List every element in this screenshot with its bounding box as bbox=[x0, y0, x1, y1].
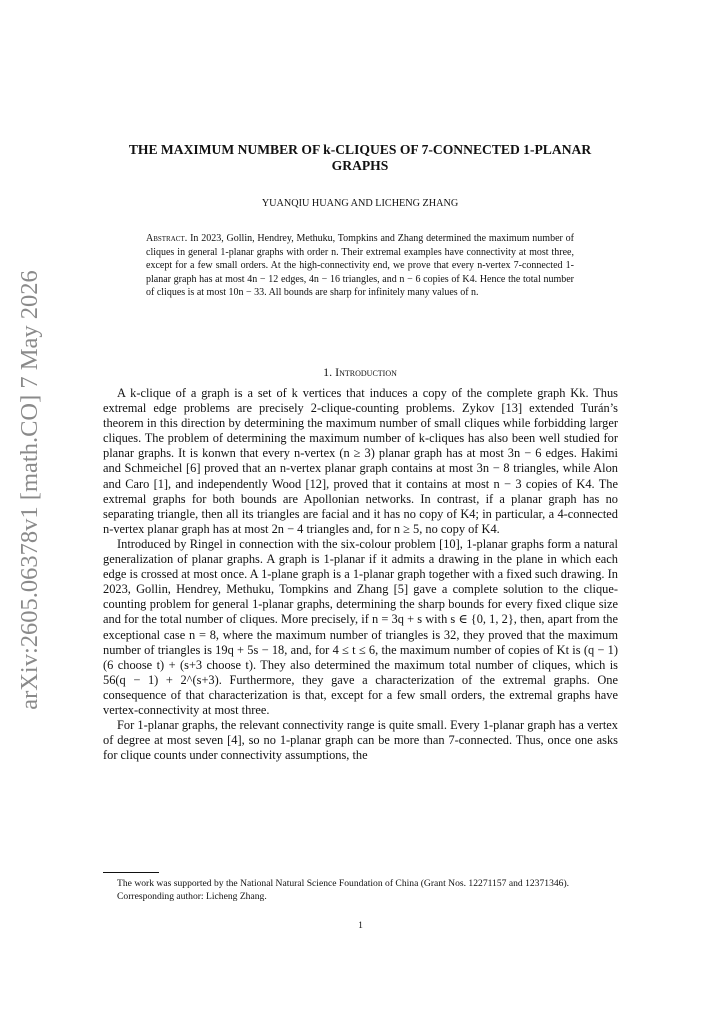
section-title: Introduction bbox=[335, 365, 397, 379]
abstract bbox=[146, 232, 574, 300]
abstract-label: Abstract. bbox=[146, 233, 188, 244]
arxiv-stamp-text: arXiv:2605.06378v1 [math.CO] 7 May 2026 bbox=[16, 270, 43, 710]
paragraph-1: A k-clique of a graph is a set of k vertices that induces a copy of the complete graph Kk. Thus extremal edge problems are precisely 2-clique-counting problems. Zykov [13] extended Turán’s theorem in this direction by determining the maximum number of small cliques while forbidding larger cliques. The problem of determining the maximum number of k-cliques has also been well studied for planar graphs. It is konwn that every n-vertex (n ≥ 3) planar graph has at most 3n − 6 edges. Hakimi and Schmeichel [6] proved that an n-vertex planar graph contains at most 3n − 8 triangles, while Alon and Caro [1], and independently Wood [12], proved that it contains at most n − 3 copies of K4. The extremal graphs for both bounds are Apollonian networks. In contrast, if a planar graph has no separating triangle, then all its triangles are facial and it has no copy of K4; in particular, a 4-connected n-vertex planar graph has at most 2n − 4 triangles and, for n ≥ 5, no copy of K4. bbox=[103, 386, 618, 536]
paper-title: THE MAXIMUM NUMBER OF k-CLIQUES OF 7-CONNECTED 1-PLANAR GRAPHS bbox=[128, 142, 592, 173]
section-heading bbox=[100, 365, 620, 380]
body-text bbox=[103, 386, 618, 763]
paragraph-2: Introduced by Ringel in connection with the six-colour problem [10], 1-planar graphs form a natural generalization of planar graphs. A graph is 1-planar if it admits a drawing in the plane in which each edge is crossed at most once. A 1-plane graph is a 1-planar graph together with a fixed such drawing. In 2023, Gollin, Hendrey, Methuku, Tompkins and Zhang [5] gave a complete solution to the clique-counting problem for general 1-planar graphs, determining the sharp bounds for every fixed clique size and for the total number of cliques. More precisely, if n = 3q + s with s ∈ {0, 1, 2}, then, apart from the exceptional case n = 8, where the maximum number of triangles is 32, they proved that the maximum number of triangles is 19q + 5s − 18, and, for 4 ≤ t ≤ 6, the maximum number of copies of Kt is (q − 1)(6 choose t) + (s+3 choose t). They also determined the maximum total number of cliques, which is 56(q − 1) + 2^(s+3). Furthermore, they gave a characterization of the extremal graphs. One consequence of that characterization is that, except for a few small orders, the extremal graphs have vertex-connectivity at most three. bbox=[103, 536, 618, 717]
footnotes bbox=[103, 878, 618, 903]
footnote-corresponding: Corresponding author: Licheng Zhang. bbox=[117, 890, 267, 902]
abstract-text: In 2023, Gollin, Hendrey, Methuku, Tompkins and Zhang determined the maximum number of cliques in general 1-planar graphs with order n. Their extremal examples have connectivity at most three, except for a few small orders. At the high-connectivity end, we prove that every n-vertex 7-connected 1-planar graph has at most 4n − 12 edges, 4n − 16 triangles, and n − 6 copies of K4. Hence the total number of cliques is at most 10n − 33. All bounds are sharp for infinitely many values of n. bbox=[146, 233, 574, 298]
arxiv-stamp bbox=[8, 270, 52, 710]
page-number: 1 bbox=[358, 920, 363, 931]
footnote-funding: The work was supported by the National Natural Science Foundation of China (Grant Nos. 12271157 and 12371346). bbox=[117, 878, 570, 889]
section-number: 1. bbox=[323, 365, 333, 379]
paper-authors: YUANQIU HUANG AND LICHENG ZHANG bbox=[261, 198, 459, 209]
footnote-rule bbox=[103, 872, 159, 873]
paragraph-3: For 1-planar graphs, the relevant connectivity range is quite small. Every 1-planar graph has a vertex of degree at most seven [4], so no 1-planar graph can be more than 7-connected. Thus, once one asks for clique counts under connectivity assumptions, the bbox=[103, 718, 618, 763]
